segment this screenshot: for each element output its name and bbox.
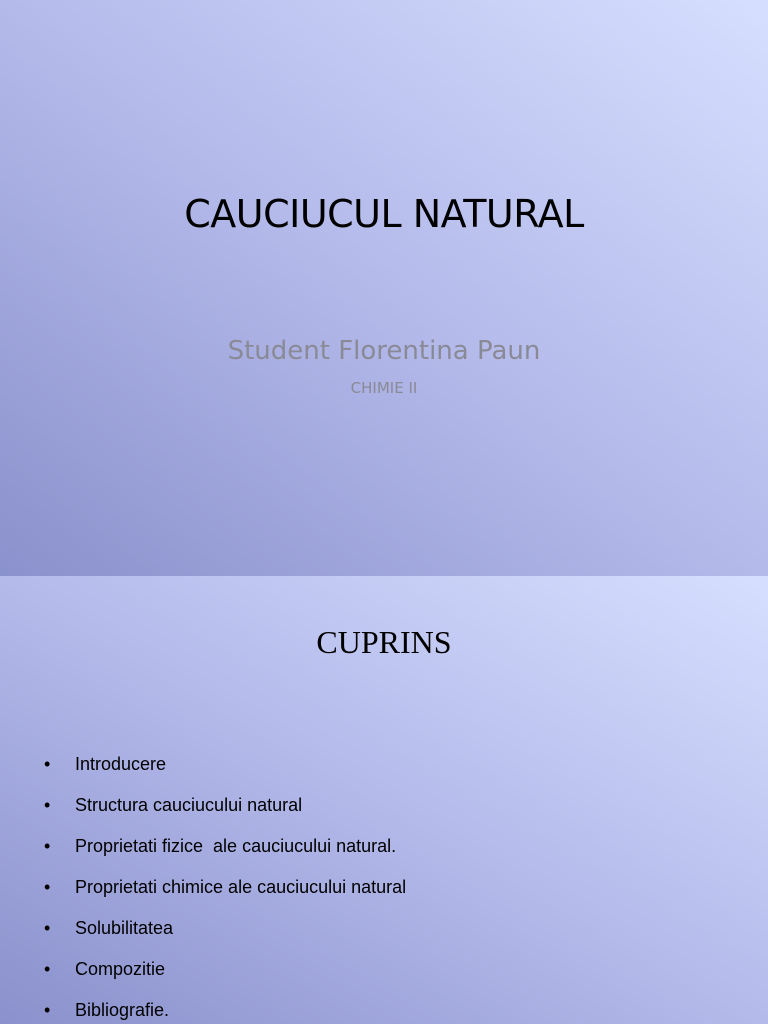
- contents-slide: [0, 576, 768, 1024]
- list-item-label: Proprietati fizice ale cauciucului natural.: [75, 836, 397, 856]
- bullet-icon: •: [44, 754, 51, 774]
- slide-subtitle-course: CHIMIE II: [350, 379, 418, 397]
- bullet-icon: •: [44, 877, 51, 897]
- contents-title: CUPRINS: [316, 624, 452, 660]
- list-item-label: Structura cauciucului natural: [75, 795, 303, 815]
- bullet-icon: •: [44, 959, 51, 979]
- bullet-icon: •: [44, 836, 51, 856]
- list-item-label: Introducere: [75, 754, 167, 774]
- list-item-label: Solubilitatea: [75, 918, 174, 938]
- bullet-icon: •: [44, 1000, 51, 1020]
- bullet-icon: •: [44, 918, 51, 938]
- list-item-label: Proprietati chimice ale cauciucului natural: [75, 877, 407, 897]
- slide-title: CAUCIUCUL NATURAL: [184, 192, 584, 236]
- list-item-label: Bibliografie.: [75, 1000, 170, 1020]
- bullet-icon: •: [44, 795, 51, 815]
- list-item-label: Compozitie: [75, 959, 166, 979]
- slide-subtitle-author: Student Florentina Paun: [227, 336, 541, 366]
